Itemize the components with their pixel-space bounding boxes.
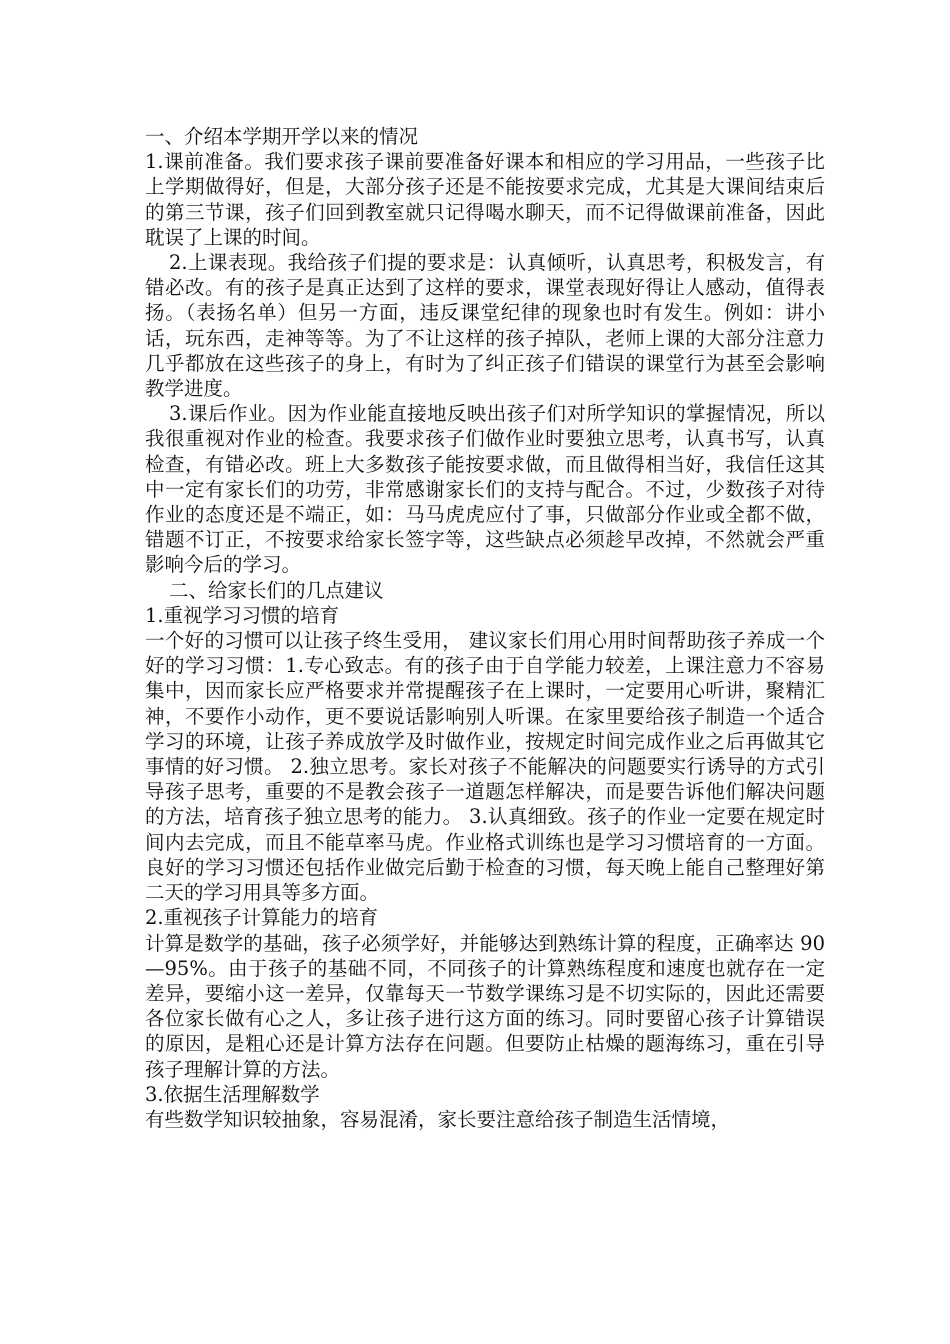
paragraph-study-habits: 一个好的习惯可以让孩子终生受用， 建议家长们用心用时间帮助孩子养成一个好的学习习惯：1.专心致志。有的孩子由于自学能力较差，上课注意力不容易集中，因而家长应严格要求并常提醒孩子在上课时，一定要用心听讲，聚精汇神，不要作小动作，更不要说话影响别人听课。在家里要给孩子制造一个适合学习的环境，让孩子养成放学及时做作业，按规定时间完成作业之后再做其它事情的好习惯。 2.独立思考。家长对孩子不能解决的问题要实行诱导的方式引导孩子思考，重要的不是教会孩子一道题怎样解决，而是要告诉他们解决问题的方法，培育孩子独立思考的能力。 3.认真细致。孩子的作业一定要在规定时间内去完成，而且不能草率马虎。作业格式训练也是学习习惯培育的一方面。良好的学习习惯还包括作业做完后勤于检查的习惯，每天晚上能自己整理好第二天的学习用具等多方面。: [145, 629, 825, 905]
paragraph-class-performance: 2.上课表现。我给孩子们提的要求是：认真倾听，认真思考，积极发言，有错必改。有的孩子是真正达到了这样的要求，课堂表现好得让人感动，值得表扬。（表扬名单）但另一方面，违反课堂纪律的现象也时有发生。例如：讲小话，玩东西，走神等等。为了不让这样的孩子掉队，老师上课的大部分注意力几乎都放在这些孩子的身上，有时为了纠正孩子们错误的课堂行为甚至会影响教学进度。: [145, 251, 825, 401]
subheading-life-math: 3.依据生活理解数学: [145, 1082, 320, 1106]
paragraph-life-math: 有些数学知识较抽象，容易混淆，家长要注意给孩子制造生活情境，: [145, 1107, 731, 1131]
subheading-calculation-ability: 2.重视孩子计算能力的培育: [145, 906, 379, 930]
paragraph-homework: 3.课后作业。因为作业能直接地反映出孩子们对所学知识的掌握情况，所以我很重视对作业的检查。我要求孩子们做作业时要独立思考，认真书写，认真检查，有错必改。班上大多数孩子能按要求做，而且做得相当好，我信任这其中一定有家长们的功劳，非常感谢家长们的支持与配合。不过，少数孩子对待作业的态度还是不端正，如：马马虎虎应付了事，只做部分作业或全都不做，错题不订正，不按要求给家长签字等，这些缺点必须趁早改掉，不然就会严重影响今后的学习。: [145, 402, 825, 577]
paragraph-pre-class-preparation: 1.课前准备。我们要求孩子课前要准备好课本和相应的学习用品，一些孩子比上学期做得好，但是，大部分孩子还是不能按要求完成，尤其是大课间结束后的第三节课，孩子们回到教室就只记得喝水聊天，而不记得做课前准备，因此耽误了上课的时间。: [145, 150, 825, 249]
document-body: [145, 124, 825, 1132]
paragraph-calculation-ability: 计算是数学的基础，孩子必须学好，并能够达到熟练计算的程度，正确率达 90—95%。由于孩子的基础不同，不同孩子的计算熟练程度和速度也就存在一定差异，要缩小这一差异，仅靠每天一节数学课练习是不切实际的，因此还需要各位家长做有心之人，多让孩子进行这方面的练习。同时要留心孩子计算错误的原因，是粗心还是计算方法存在问题。但要防止枯燥的题海练习，重在引导孩子理解计算的方法。: [145, 931, 825, 1081]
subheading-study-habits: 1.重视学习习惯的培育: [145, 603, 340, 627]
section-heading-suggestions: 二、给家长们的几点建议: [169, 578, 384, 602]
section-heading-introduction: 一、介绍本学期开学以来的情况: [145, 125, 419, 148]
